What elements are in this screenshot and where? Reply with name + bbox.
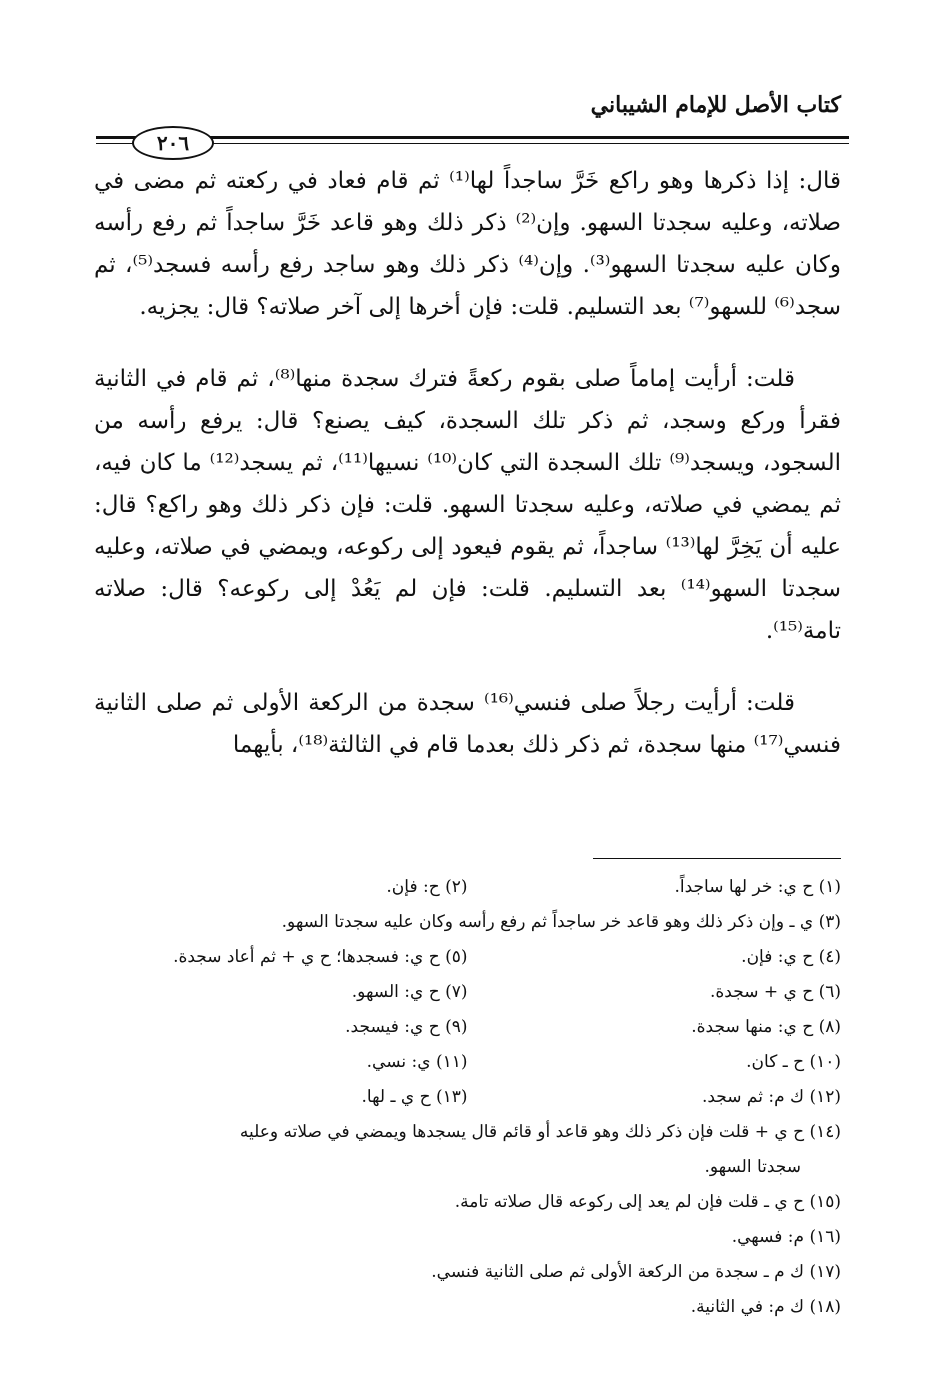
footnote-separator — [593, 858, 841, 859]
footnote: (٣) ي ـ وإن ذكر ذلك وهو قاعد خر ساجداً ثم رفع رأسه وكان عليه سجدتا السهو. — [281, 912, 841, 932]
main-text — [94, 160, 841, 766]
footnote-row — [94, 1255, 841, 1290]
footnote: (١٦) م: فسهي. — [731, 1227, 841, 1247]
footnote: (٢) ح: فإن. — [386, 877, 468, 897]
footnote: (١٧) ك م ـ سجدة من الركعة الأولى ثم صلى الثانية فنسي. — [431, 1262, 841, 1282]
paragraph: قال: إذا ذكرها وهو راكع خَرَّ ساجداً لها⁽¹⁾ ثم قام فعاد في ركعته ثم مضى في صلاته، وعليه سجدتا السهو. وإن⁽²⁾ ذكر ذلك وهو قاعد خَرَّ ساجداً ثم رفع رأسه وكان عليه سجدتا السهو⁽³⁾. وإن⁽⁴⁾ ذكر ذلك وهو ساجد رفع رأسه فسجد⁽⁵⁾، ثم سجد⁽⁶⁾ للسهو⁽⁷⁾ بعد التسليم. قلت: فإن أخرها إلى آخر صلاته؟ قال: يجزيه. — [94, 168, 841, 320]
footnote: (٦) ح ي + سجدة. — [709, 982, 841, 1002]
paragraph: قلت: أرأيت إماماً صلى بقوم ركعةً فترك سجدة منها⁽⁸⁾، ثم قام في الثانية فقرأ وركع وسجد، ثم ذكر تلك السجدة، كيف يصنع؟ قال: يرفع رأسه من السجود، ويسجد⁽⁹⁾ تلك السجدة التي كان⁽¹⁰⁾ نسيها⁽¹¹⁾، ثم يسجد⁽¹²⁾ ما كان فيه، ثم يمضي في صلاته، وعليه سجدتا السهو. قلت: فإن ذكر ذلك وهو راكع؟ قال: عليه أن يَخِرَّ لها⁽¹³⁾ ساجداً، ثم يقوم فيعود إلى ركوعه، ويمضي في صلاته، وعليه سجدتا السهو⁽¹⁴⁾ بعد التسليم. قلت: فإن لم يَعُدْ إلى ركوعه؟ قال: صلاته تامة⁽¹⁵⁾. — [94, 366, 842, 644]
footnote-row — [94, 940, 841, 975]
footnotes — [94, 870, 841, 1325]
footnote: (٥) ح ي: فسجدها؛ ح ي + ثم أعاد سجدة. — [173, 947, 468, 967]
footnote: (٧) ح ي: السهو. — [351, 982, 468, 1002]
footnote-row — [94, 1290, 841, 1325]
footnote-row — [94, 1185, 841, 1220]
footnote: (١) ح ي: خر لها ساجداً. — [674, 877, 841, 897]
footnote: (١٠) ح ـ كان. — [746, 1052, 841, 1072]
footnote-continuation: سجدتا السهو. — [704, 1157, 801, 1177]
footnote: (١٥) ح ي ـ قلت فإن لم يعد إلى ركوعه قال صلاته تامة. — [454, 1192, 841, 1212]
page-number: ٢٠٦ — [132, 126, 214, 160]
footnote-row — [94, 905, 841, 940]
footnote: (٩) ح ي: فيسجد. — [345, 1017, 468, 1037]
footnote-row — [94, 1150, 841, 1185]
footnote: (٤) ح ي: فإن. — [741, 947, 841, 967]
footnote-row — [94, 1080, 841, 1115]
paragraph: قلت: أرأيت رجلاً صلى فنسي⁽¹⁶⁾ سجدة من الركعة الأولى ثم صلى الثانية فنسي⁽¹⁷⁾ منها سجدة، ثم ذكر ذلك بعدما قام في الثالثة⁽¹⁸⁾، بأيهما — [94, 690, 841, 758]
footnote-row — [94, 1045, 841, 1080]
footnote: (١١) ي: نسي. — [366, 1052, 468, 1072]
footnote-row — [94, 1115, 841, 1150]
footnote: (١٣) ح ي ـ لها. — [361, 1087, 468, 1107]
footnote: (١٨) ك م: في الثانية. — [690, 1297, 841, 1317]
footnote-row — [94, 1220, 841, 1255]
footnote-row — [94, 870, 841, 905]
footnote: (١٤) ح ي + قلت فإن ذكر ذلك وهو قاعد أو قائم قال يسجدها ويمضي في صلاته وعليه — [239, 1122, 841, 1142]
running-title: كتاب الأصل للإمام الشيباني — [590, 92, 841, 118]
footnote-row — [94, 975, 841, 1010]
footnote: (٨) ح ي: منها سجدة. — [691, 1017, 841, 1037]
footnote-row — [94, 1010, 841, 1045]
footnote: (١٢) ك م: ثم سجد. — [701, 1087, 841, 1107]
